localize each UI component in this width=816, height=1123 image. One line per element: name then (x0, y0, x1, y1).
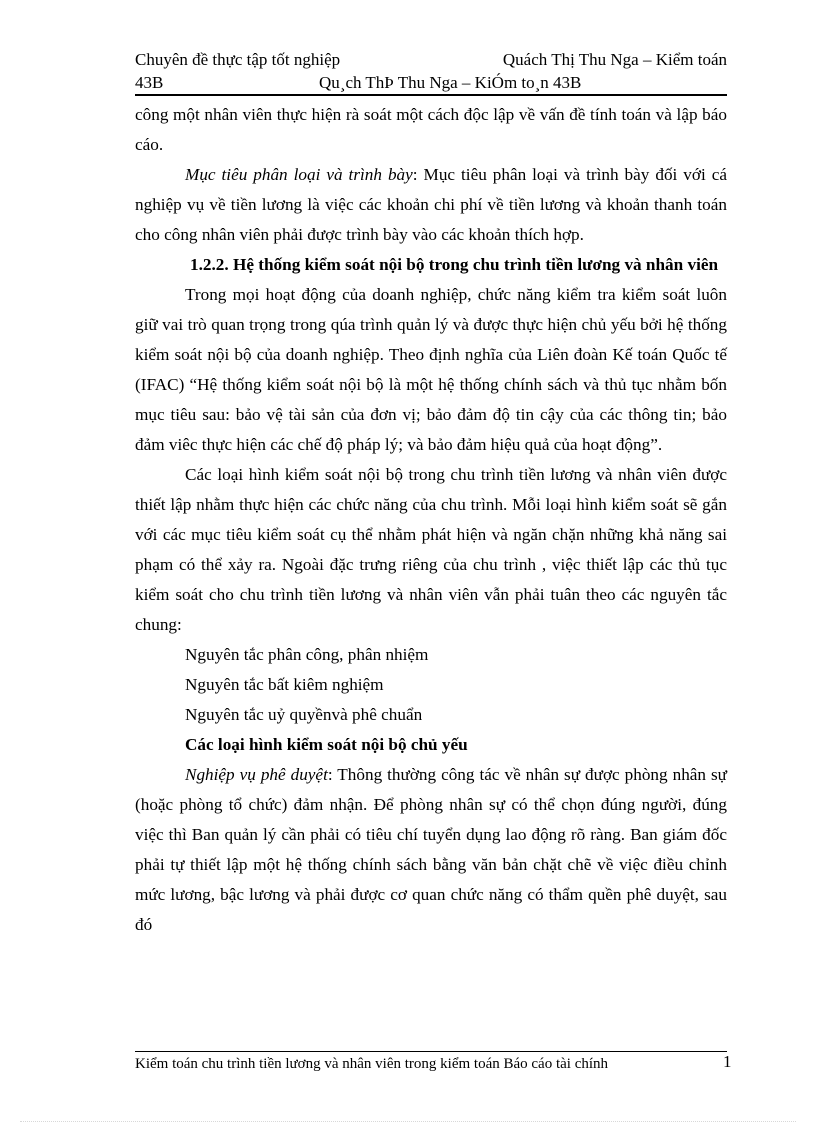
sub-heading: Các loại hình kiểm soát nội bộ chủ yếu (185, 735, 468, 754)
paragraph-5 (135, 760, 727, 940)
footer-rule (135, 1051, 727, 1052)
paragraph-1: công một nhân viên thực hiện rà soát một cách độc lập về vấn đề tính toán và lập báo cáo. (135, 105, 727, 154)
header-row-1 (135, 48, 727, 71)
header-line2-mid: Qu¸ch ThÞ Thu Nga – KiÓm to¸n 43B (319, 73, 582, 92)
principle-item: Nguyên tắc uỷ quyềnvà phê chuẩn (185, 705, 423, 724)
paragraph-4: Các loại hình kiểm soát nội bộ trong chu trình tiền lương và nhân viên được thiết lập nhằm thực hiện các chức năng của chu trình. Mỗi loại hình kiểm soát sẽ gắn với các mục tiêu kiểm soát cụ thể nhằm phát hiện và ngăn chặn những khả năng sai phạm có thể xảy ra. Ngoài đặc trưng riêng của chu trình , việc thiết lập các thủ tục kiểm soát cho chu trình tiền lương và nhân viên vẫn phải tuân theo các nguyên tắc chung: (135, 465, 727, 634)
header-right: Quách Thị Thu Nga – Kiểm toán (502, 50, 727, 69)
paragraph-2-label: Mục tiêu phân loại và trình bày (185, 165, 413, 184)
page-body (135, 100, 727, 940)
section-heading-1-2-2: 1.2.2. Hệ thống kiểm soát nội bộ trong chu trình tiền lương và nhân viên (190, 255, 719, 274)
paragraph-2 (135, 160, 727, 250)
page-header (135, 48, 727, 94)
header-rule (135, 94, 727, 96)
principle-item: Nguyên tắc bất kiêm nghiệm (185, 675, 384, 694)
paragraph-5-text: : Thông thường công tác về nhân sự được phòng nhân sự (hoặc phòng tổ chức) đảm nhận. Để phòng nhân sự có thể chọn đúng người, đúng việc thì Ban quản lý cần phải có tiêu chí tuyển dụng lao động rõ ràng. Ban giám đốc phải tự thiết lập một hệ thống chính sách bằng văn bản chặt chẽ về việc điều chỉnh mức lương, bậc lương và phải được cơ quan chức năng có thẩm quền phê duyệt, sau đó (135, 765, 727, 934)
page-bottom-edge (20, 1121, 796, 1122)
header-left: Chuyên đề thực tập tốt nghiệp (135, 50, 341, 69)
page-number: 1 (723, 1052, 732, 1071)
footer-title: Kiểm toán chu trình tiền lương và nhân viên trong kiểm toán Báo cáo tài chính (135, 1056, 609, 1072)
paragraph-5-label: Nghiệp vụ phê duyệt (185, 765, 328, 784)
header-line2-left: 43B (135, 73, 164, 92)
principle-item: Nguyên tắc phân công, phân nhiệm (185, 645, 429, 664)
paragraph-2-text: : Mục tiêu phân loại và trình bày đối với cá nghiệp vụ về tiền lương là việc các khoản chi phí về tiền lương và khoản thanh toán cho công nhân viên phải được trình bày vào các khoản thích hợp. (135, 165, 727, 244)
header-row-2 (135, 71, 727, 94)
paragraph-3: Trong mọi hoạt động của doanh nghiệp, chức năng kiểm tra kiểm soát luôn giữ vai trò quan trọng trong qúa trình quản lý và được thực hiện chủ yếu bởi hệ thống kiểm soát nội bộ của doanh nghiệp. Theo định nghĩa của Liên đoàn Kế toán Quốc tế (IFAC) “Hệ thống kiểm soát nội bộ là một hệ thống chính sách và thủ tục nhằm bốn mục tiêu sau: bảo vệ tài sản của đơn vị; bảo đảm độ tin cậy của các thông tin; bảo đảm viêc thực hiện các chế độ pháp lý; và bảo đảm hiệu quả của hoạt động”. (135, 285, 727, 454)
